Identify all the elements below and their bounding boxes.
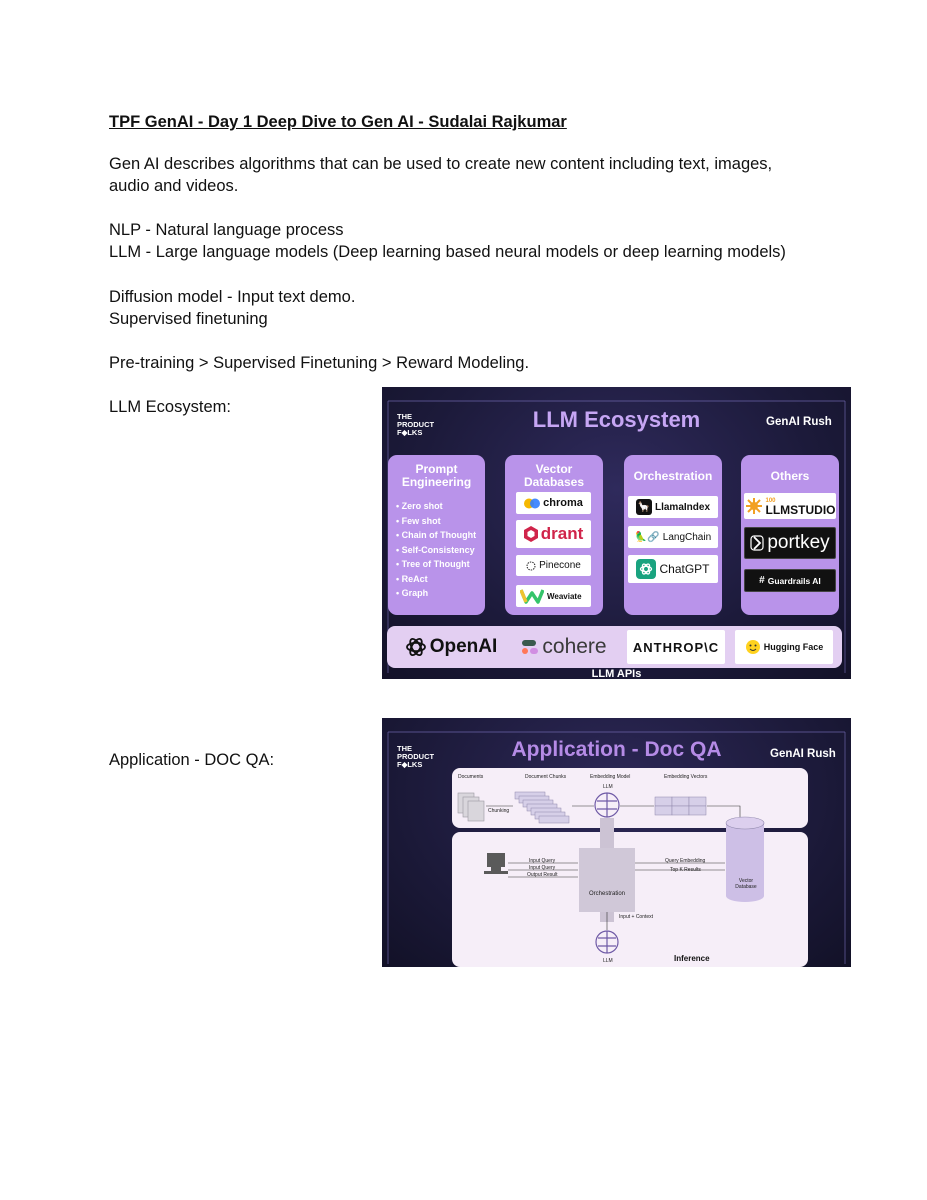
guardrails-logo: # Guardrails AI (744, 569, 836, 592)
openai-icon (405, 636, 427, 658)
list-item: • Few shot (396, 514, 485, 529)
llmstudio-prefix: 100 (765, 498, 776, 504)
llmstudio-label: LLMSTUDIO (765, 503, 836, 517)
page-title: TPF GenAI - Day 1 Deep Dive to Gen AI - Sudalai Rajkumar (109, 113, 567, 131)
input-context-label: Input + Context (619, 914, 654, 920)
llm-ecosystem-slide (382, 387, 851, 679)
llm-bottom-label: LLM (603, 958, 613, 964)
embedding-vectors-label: Embedding Vectors (664, 774, 708, 780)
langchain-logo: 🦜🔗 LangChain (628, 526, 718, 548)
chroma-logo: chroma (516, 492, 591, 514)
vector-databases-card (505, 455, 603, 615)
llama-icon: 🦙 (636, 499, 652, 515)
portkey-logo: portkey (744, 527, 836, 559)
intro-paragraph: Gen AI describes algorithms that can be used to create new content including text, images, audio and videos. (109, 155, 773, 195)
qdrant-logo: drant (516, 520, 591, 548)
vector-databases-title: Vector Databases (523, 462, 585, 489)
prompt-engineering-title: Prompt Engineering (401, 462, 472, 489)
genai-rush-logo: GenAI Rush (770, 748, 836, 760)
embedding-vectors-grid (655, 797, 706, 815)
orchestration-card (624, 455, 722, 615)
line-llm-ecosystem: LLM Ecosystem: (109, 398, 231, 416)
input-query-label: Input Query (529, 858, 556, 864)
top-k-results-label: Top K Results (670, 867, 701, 873)
genai-rush-logo: GenAI Rush (766, 416, 832, 428)
line-supervised: Supervised finetuning (109, 310, 268, 328)
inference-label: Inference (674, 954, 710, 963)
orchestration-box (579, 818, 635, 922)
openai-logo: OpenAI (399, 630, 503, 664)
sun-icon (745, 497, 763, 515)
list-item: • Tree of Thought (396, 557, 485, 572)
documents-label: Documents (458, 774, 484, 780)
line-nlp: NLP - Natural language process (109, 221, 344, 239)
chroma-icon (524, 498, 540, 509)
list-item: • Self-Consistency (396, 543, 485, 558)
llamaindex-logo: 🦙 LlamaIndex (628, 496, 718, 518)
doc-qa-diagram (382, 718, 851, 967)
vector-database-label: Vector Database (735, 878, 757, 890)
chatgpt-icon (636, 559, 656, 579)
llm-apis-bar (387, 626, 842, 668)
line-diffusion: Diffusion model - Input text demo. (109, 288, 356, 306)
parrot-chain-icon: 🦜🔗 (634, 531, 660, 543)
llmstudio-logo (744, 493, 836, 519)
chunking-label: Chunking (488, 808, 510, 814)
llm-top-label: LLM (603, 784, 613, 790)
weaviate-logo: Weaviate (516, 585, 591, 607)
prompt-engineering-card (388, 455, 485, 615)
llm-apis-label: LLM APIs (591, 668, 642, 679)
portkey-icon (750, 535, 764, 551)
list-item: • Chain of Thought (396, 528, 485, 543)
orchestration-label: Orchestration (589, 891, 626, 897)
document-chunks-icon (515, 792, 569, 823)
anthropic-logo: ANTHROP\C (627, 630, 725, 664)
llm-brain-icon (596, 931, 618, 953)
prompt-technique-list (396, 499, 485, 601)
weaviate-icon (520, 588, 544, 604)
doc-qa-slide (382, 718, 851, 967)
qdrant-icon (524, 526, 538, 542)
list-item: • Graph (396, 586, 485, 601)
tpf-logo: THE PRODUCT F◆LKS (397, 412, 435, 437)
tpf-logo: THE PRODUCT F◆LKS (397, 744, 435, 769)
documents-icon (458, 793, 484, 821)
chatgpt-logo: ChatGPT (628, 555, 718, 583)
doc-qa-title: Application - Doc QA (511, 738, 722, 761)
others-card (741, 455, 839, 615)
line-doc-qa: Application - DOC QA: (109, 751, 275, 769)
list-item: • Zero shot (396, 499, 485, 514)
document-chunks-label: Document Chunks (525, 774, 567, 780)
line-pipeline: Pre-training > Supervised Finetuning > Reward Modeling. (109, 354, 530, 372)
query-embedding-label: Query Embedding (665, 858, 706, 864)
hugging-face-logo: Hugging Face (735, 630, 833, 664)
orchestration-title: Orchestration (633, 469, 713, 483)
output-result-label: Output Result (527, 872, 558, 878)
cohere-logo: cohere (511, 630, 617, 664)
cohere-icon (521, 638, 539, 656)
pinecone-logo: Pinecone (516, 555, 591, 576)
computer-icon (484, 853, 508, 874)
hugging-face-icon (745, 639, 761, 655)
pinecone-icon (526, 561, 536, 571)
list-item: • ReAct (396, 572, 485, 587)
others-title: Others (770, 469, 810, 483)
input-query-label: Input Query (529, 865, 556, 871)
llm-brain-icon (595, 793, 619, 817)
embedding-model-label: Embedding Model (590, 774, 631, 780)
ladder-icon: # (759, 575, 765, 586)
line-llm: LLM - Large language models (Deep learning based neural models or deep learning models) (109, 243, 786, 261)
ecosystem-title: LLM Ecosystem (532, 407, 701, 432)
